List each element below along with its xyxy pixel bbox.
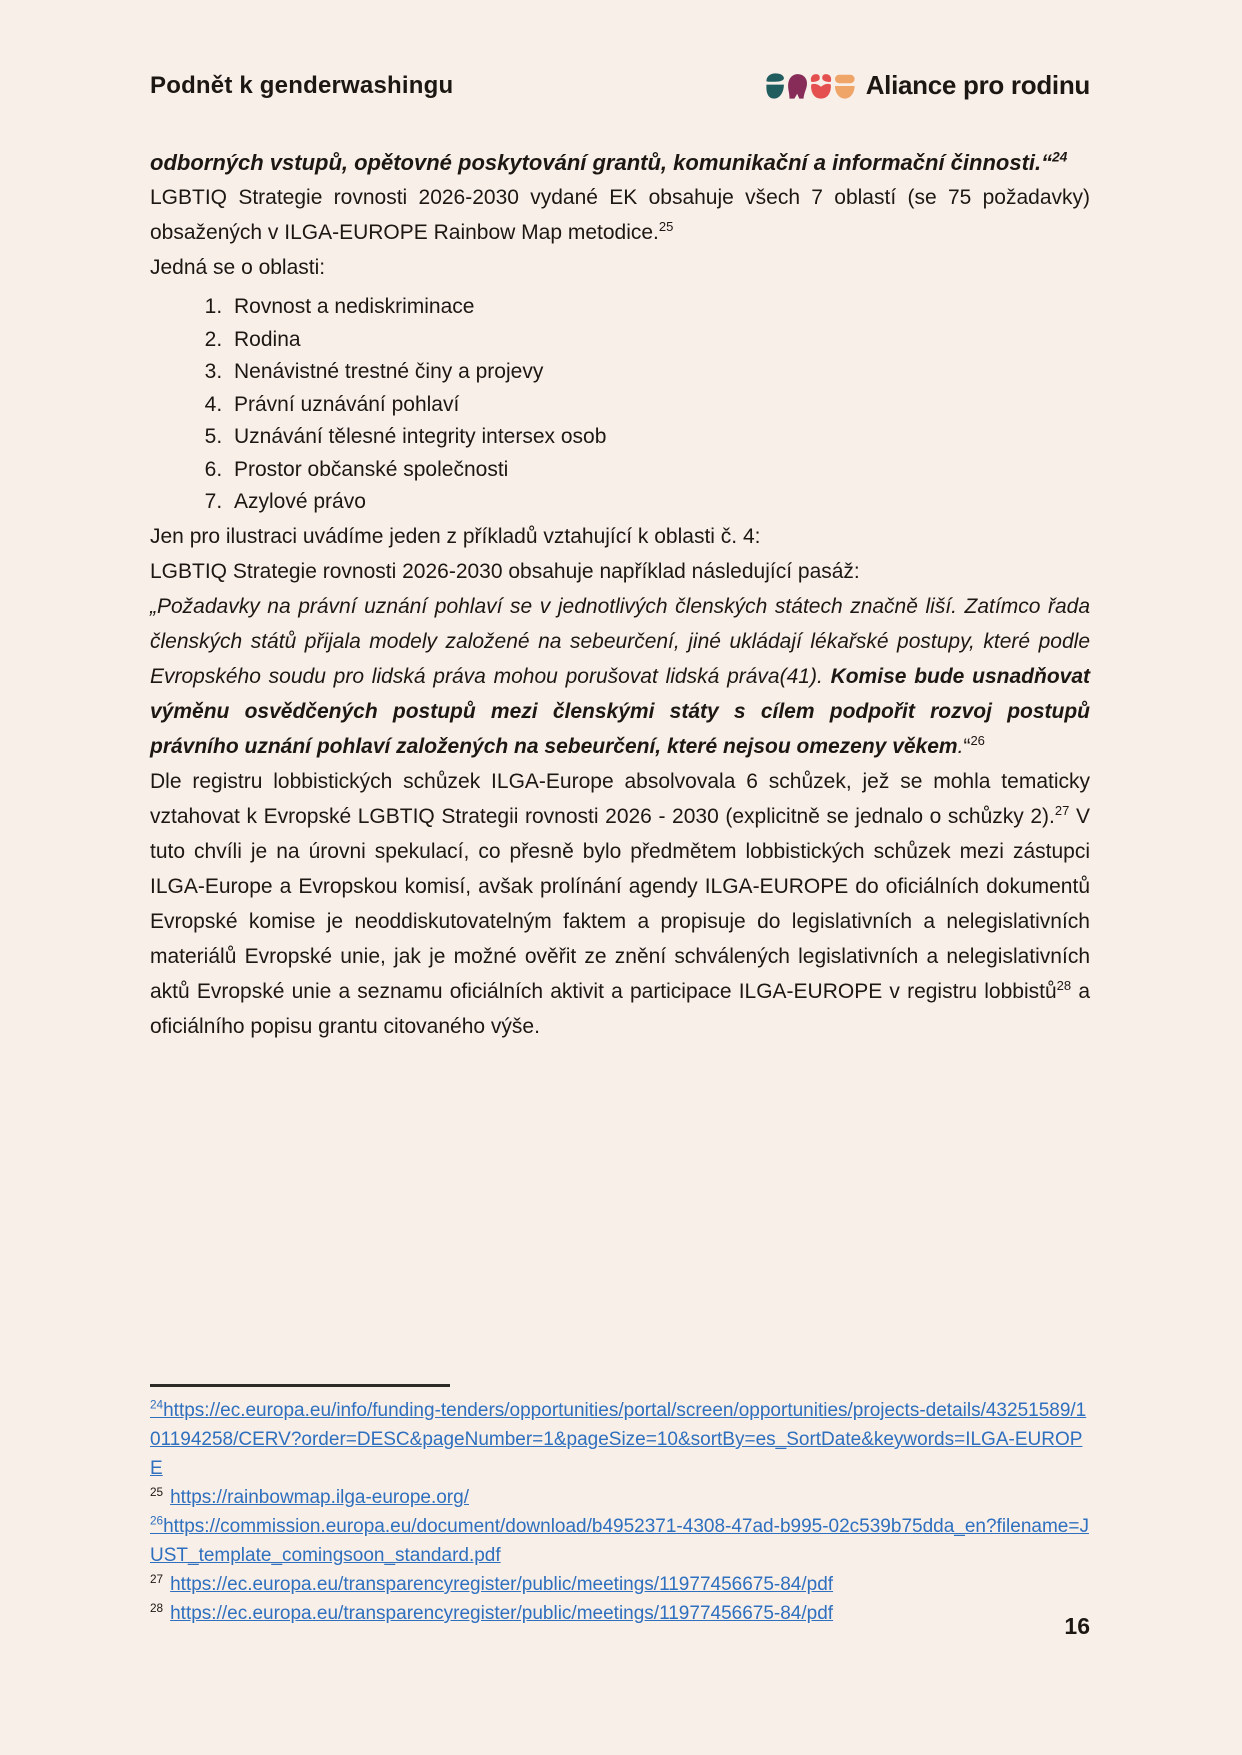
logo-teal-leaf-shape [767, 73, 784, 81]
closing-quote-mark: “ [1041, 150, 1053, 175]
passage-quote-tail: . [957, 734, 964, 758]
footnote-25 [150, 1483, 1090, 1512]
logo-red-bowl-shape [811, 83, 831, 98]
passage-quote-bold-text: Komise bude usnadňovat výměnu osvědčených postupů mezi členskými státy s cílem podpořit rozvoj postupů právního uznání pohlaví založených na sebeurčení, které nejsou omezeny věkem [150, 664, 1090, 758]
list-item-5: 5. Uznávání tělesné integrity intersex osob [228, 421, 1090, 454]
areas-list [150, 291, 1090, 519]
passage-quote-paragraph [150, 589, 1090, 764]
list-item-3: 3. Nenávistné trestné činy a projevy [228, 356, 1090, 389]
footnote-separator [150, 1384, 450, 1387]
passage-closing-quote-mark: “ [963, 734, 971, 758]
footnote-24-number: 24 [150, 1398, 164, 1412]
lobby-text-1: Dle registru lobbistických schůzek ILGA-Europe absolvovala 6 schůzek, jež se mohla tematicky vztahovat k Evropské LGBTIQ Strategii rovnosti 2026 - 2030 (explicitně se jednalo o schůzky 2). [150, 769, 1090, 828]
logo-red-petal-left-shape [811, 74, 820, 82]
footnote-28 [150, 1599, 1090, 1628]
footnote-28-link[interactable]: https://ec.europa.eu/transparencyregister/public/meetings/11977456675-84/pdf [170, 1603, 834, 1624]
list-item-7: 7. Azylové právo [228, 486, 1090, 519]
footnote-25-link[interactable]: https://rainbowmap.ilga-europe.org/ [170, 1487, 469, 1508]
quote-continuation-text: odborných vstupů, opětovné poskytování grantů, komunikační a informační činnosti. [150, 150, 1042, 175]
areas-intro: Jedná se o oblasti: [150, 256, 326, 279]
footnote-26-link[interactable]: https://commission.europa.eu/document/download/b4952371-4308-47ad-b995-02c539b75dda_en?filename=JUST_template_comingsoon_standard.pdf [150, 1516, 1089, 1566]
footnote-27-link[interactable]: https://ec.europa.eu/transparencyregister/public/meetings/11977456675-84/pdf [170, 1574, 834, 1595]
list-item-4: 4. Právní uznávání pohlaví [228, 389, 1090, 422]
list-item-6: 6. Prostor občanské společnosti [228, 454, 1090, 487]
passage-quote-normal-text: „Požadavky na právní uznání pohlaví se v jednotlivých členských státech značně liší. Zatímco řada členských států přijala modely založené na sebeurčení, jiné ukládají lékařské postupy, které podle Evropského soudu pro lidská práva mohou porušovat lidská práva(41). [150, 594, 1090, 688]
logo-red-petal-right-shape [822, 74, 831, 82]
footnote-25-number: 25 [150, 1485, 164, 1499]
footnote-ref-26: 26 [970, 732, 985, 748]
footnote-ref-24: 24 [1052, 149, 1068, 165]
footnote-26-ref-link[interactable] [150, 1516, 163, 1537]
footnote-26 [150, 1512, 1090, 1570]
page-number: 16 [1064, 1613, 1090, 1639]
logo-orange-bowl-shape [835, 86, 855, 99]
aliance-logo-icon [765, 72, 855, 100]
footnote-26-number: 26 [150, 1514, 164, 1528]
footnote-ref-27: 27 [1054, 802, 1070, 818]
strategy-paragraph [150, 180, 1090, 250]
footnotes-section [150, 1384, 1090, 1628]
footnote-28-number: 28 [150, 1601, 164, 1615]
list-item-1: 1. Rovnost a nediskriminace [228, 291, 1090, 324]
passage-intro-paragraph: LGBTIQ Strategie rovnosti 2026-2030 obsahuje například následující pasáž: [150, 559, 860, 583]
strategy-text: LGBTIQ Strategie rovnosti 2026-2030 vydané EK obsahuje všech 7 oblastí (se 75 požadavky) obsažených v ILGA-EUROPE Rainbow Map metodice. [150, 186, 1090, 244]
footnote-27 [150, 1570, 1090, 1599]
document-body [150, 145, 1090, 1044]
page-header [150, 70, 1090, 101]
quote-continuation-paragraph [150, 145, 1090, 180]
footnote-24 [150, 1396, 1090, 1483]
brand-name: Aliance pro rodinu [865, 70, 1090, 100]
list-item-2: 2. Rodina [228, 324, 1090, 357]
logo-orange-bar-shape [835, 74, 855, 82]
brand [765, 70, 1090, 101]
footnote-24-ref-link[interactable] [150, 1400, 163, 1421]
footnote-24-link[interactable]: https://ec.europa.eu/info/funding-tenders/opportunities/portal/screen/opportunities/projects-details/43251589/101194258/CERV?order=DESC&pageNumber=1&pageSize=10&sortBy=es_SortDate&keywords=ILGA-EUROPE [150, 1400, 1087, 1479]
footnote-27-number: 27 [150, 1572, 164, 1586]
lobby-text-3: a oficiálního popisu grantu citovaného výše. [150, 979, 1090, 1038]
footnote-ref-28: 28 [1056, 977, 1072, 993]
logo-plum-head-shape [788, 74, 807, 98]
footnote-ref-25: 25 [658, 219, 674, 234]
lobby-text-2: V tuto chvíli je na úrovni spekulací, co přesně bylo předmětem lobbistických schůzek mezi zástupci ILGA-Europe a Evropskou komisí, avšak prolínání agendy ILGA-EUROPE do oficiálních dokumentů Evropské komise je neoddiskutovatelným faktem a propisuje do legislativních a nelegislativních materiálů Evropské unie, jak je možné ověřit ze znění schválených legislativních a nelegislativních aktů Evropské unie a seznamu oficiálních aktivit a participace ILGA-EUROPE v registru lobbistů [150, 804, 1090, 1003]
lobby-paragraph [150, 764, 1090, 1044]
page-title: Podnět k genderwashingu [150, 71, 454, 99]
logo-teal-bowl-shape [767, 84, 784, 98]
illustration-paragraph: Jen pro ilustraci uvádíme jeden z příkladů vztahující k oblasti č. 4: [150, 524, 761, 548]
